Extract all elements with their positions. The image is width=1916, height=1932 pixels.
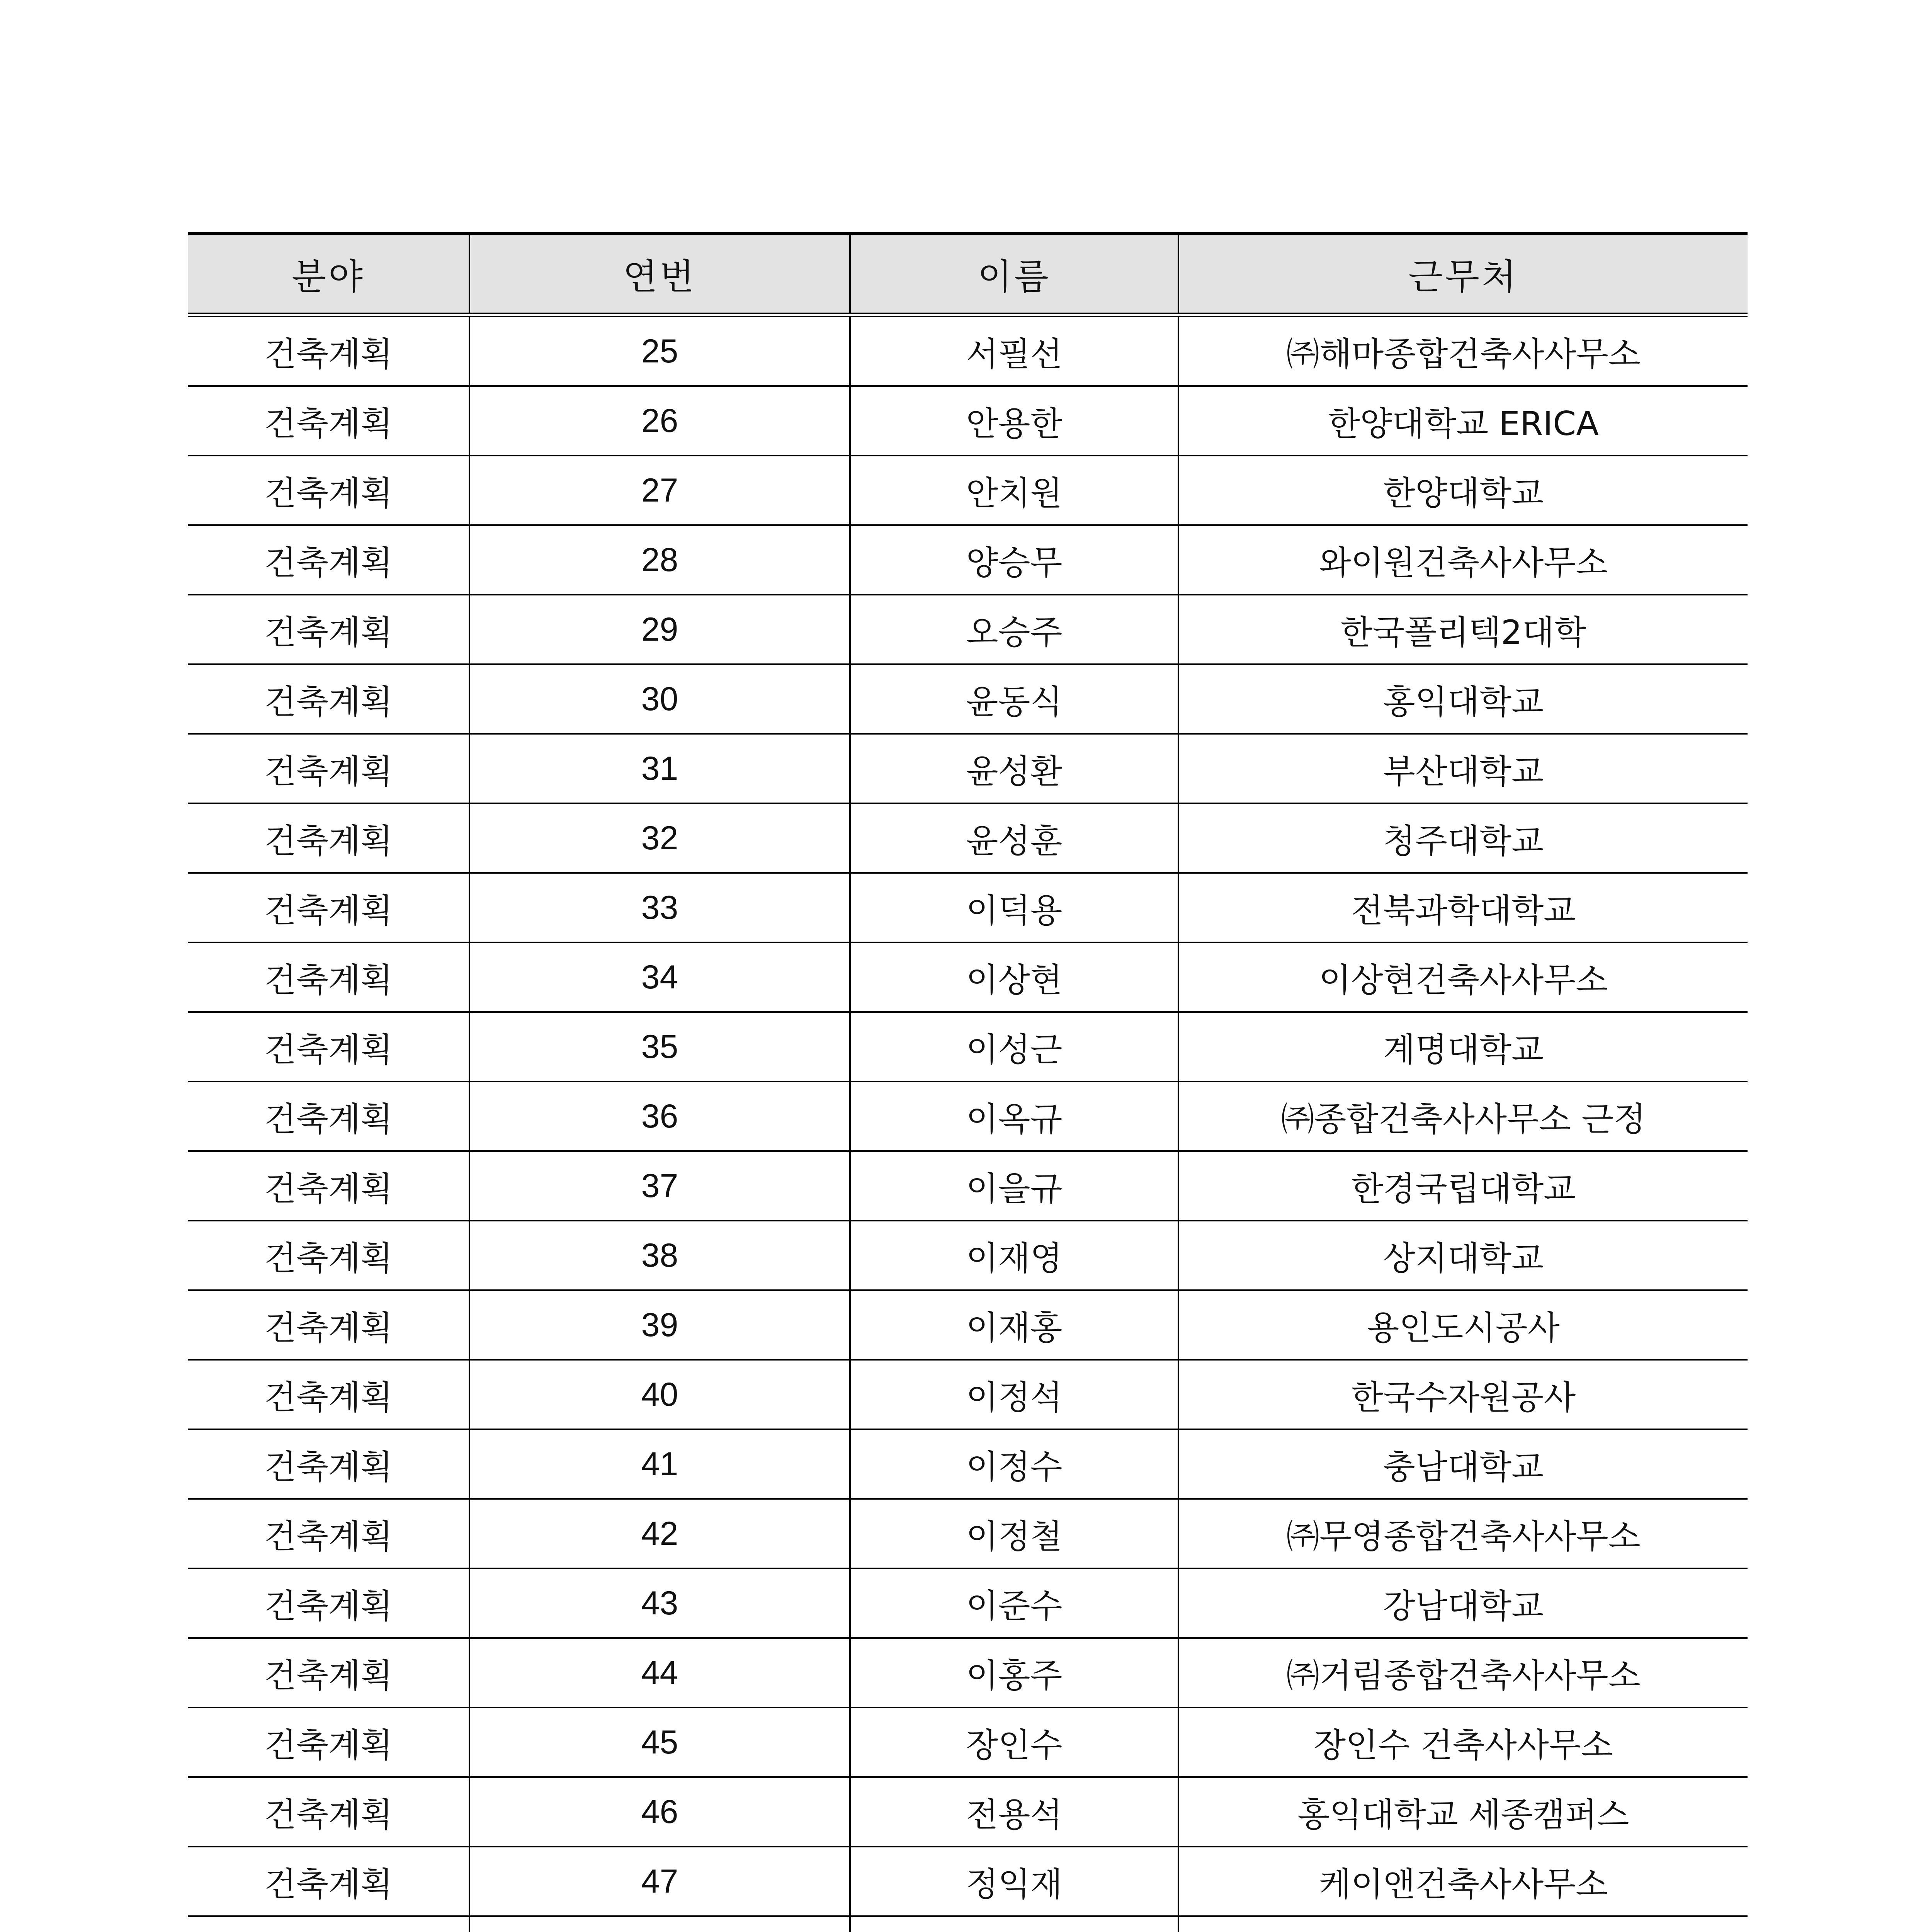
cell-workplace: 한양대학교 ERICA bbox=[1178, 386, 1748, 456]
cell-field: 건축계획 bbox=[188, 942, 469, 1012]
cell-number: 38 bbox=[469, 1221, 850, 1290]
table-row bbox=[188, 456, 1748, 525]
cell-field: 건축계획 bbox=[188, 1499, 469, 1568]
cell-number: 30 bbox=[469, 664, 850, 734]
cell-number: 27 bbox=[469, 456, 850, 525]
cell-workplace: 홍익대학교 세종캠퍼스 bbox=[1178, 1777, 1748, 1847]
table-row bbox=[188, 664, 1748, 734]
cell-name: 윤성훈 bbox=[850, 803, 1178, 873]
header-field: 분야 bbox=[188, 234, 469, 315]
table-row bbox=[188, 1082, 1748, 1151]
cell-field: 건축계획 bbox=[188, 1360, 469, 1429]
cell-field: 건축계획 bbox=[188, 1429, 469, 1499]
table-header bbox=[188, 234, 1748, 315]
table-row bbox=[188, 1151, 1748, 1221]
cell-workplace: ㈜해마종합건축사사무소 bbox=[1178, 315, 1748, 386]
cell-number: 42 bbox=[469, 1499, 850, 1568]
cell-field: 건축계획 bbox=[188, 734, 469, 803]
cell-number: 26 bbox=[469, 386, 850, 456]
table-row bbox=[188, 595, 1748, 664]
table-row bbox=[188, 1290, 1748, 1360]
table-row bbox=[188, 1777, 1748, 1847]
table-row bbox=[188, 1221, 1748, 1290]
cell-field: 건축계획 bbox=[188, 873, 469, 942]
cell-workplace bbox=[1178, 1916, 1748, 1932]
cell-field: 건축계획 bbox=[188, 315, 469, 386]
cell-name: 오승주 bbox=[850, 595, 1178, 664]
cell-number: 35 bbox=[469, 1012, 850, 1082]
table-row bbox=[188, 734, 1748, 803]
cell-workplace: 청주대학교 bbox=[1178, 803, 1748, 873]
cell-name: 이정수 bbox=[850, 1429, 1178, 1499]
table-row bbox=[188, 942, 1748, 1012]
cell-name: 정익재 bbox=[850, 1847, 1178, 1916]
table-row bbox=[188, 803, 1748, 873]
cell-field: 건축계획 bbox=[188, 1777, 469, 1847]
cell-number: 32 bbox=[469, 803, 850, 873]
cell-workplace: ㈜거림종합건축사사무소 bbox=[1178, 1638, 1748, 1708]
table-row bbox=[188, 1708, 1748, 1777]
cell-name: 이정철 bbox=[850, 1499, 1178, 1568]
cell-workplace: 계명대학교 bbox=[1178, 1012, 1748, 1082]
cell-name: 전용석 bbox=[850, 1777, 1178, 1847]
cell-number bbox=[469, 1916, 850, 1932]
table-row bbox=[188, 1012, 1748, 1082]
cell-field: 건축계획 bbox=[188, 1151, 469, 1221]
cell-name: 장인수 bbox=[850, 1708, 1178, 1777]
cell-name: 안용한 bbox=[850, 386, 1178, 456]
header-name: 이름 bbox=[850, 234, 1178, 315]
table-row bbox=[188, 386, 1748, 456]
cell-field: 건축계획 bbox=[188, 1221, 469, 1290]
cell-field: 건축계획 bbox=[188, 456, 469, 525]
cell-number: 29 bbox=[469, 595, 850, 664]
cell-field: 건축계획 bbox=[188, 1012, 469, 1082]
cell-number: 46 bbox=[469, 1777, 850, 1847]
cell-field bbox=[188, 1916, 469, 1932]
member-roster-table bbox=[188, 232, 1748, 1932]
cell-name: 이옥규 bbox=[850, 1082, 1178, 1151]
cell-name: 이정석 bbox=[850, 1360, 1178, 1429]
cell-workplace: ㈜무영종합건축사사무소 bbox=[1178, 1499, 1748, 1568]
cell-number: 28 bbox=[469, 525, 850, 595]
cell-field: 건축계획 bbox=[188, 1568, 469, 1638]
cell-workplace: 장인수 건축사사무소 bbox=[1178, 1708, 1748, 1777]
cell-number: 41 bbox=[469, 1429, 850, 1499]
cell-workplace: 상지대학교 bbox=[1178, 1221, 1748, 1290]
table-row bbox=[188, 1429, 1748, 1499]
table-row bbox=[188, 1916, 1748, 1932]
cell-name: 이홍주 bbox=[850, 1638, 1178, 1708]
cell-workplace: 한국수자원공사 bbox=[1178, 1360, 1748, 1429]
cell-workplace: 부산대학교 bbox=[1178, 734, 1748, 803]
cell-workplace: 한양대학교 bbox=[1178, 456, 1748, 525]
table-body bbox=[188, 315, 1748, 1932]
cell-number: 39 bbox=[469, 1290, 850, 1360]
cell-name: 이을규 bbox=[850, 1151, 1178, 1221]
cell-name: 이재영 bbox=[850, 1221, 1178, 1290]
cell-field: 건축계획 bbox=[188, 1708, 469, 1777]
cell-name: 이상현 bbox=[850, 942, 1178, 1012]
cell-name: 윤동식 bbox=[850, 664, 1178, 734]
cell-workplace: 충남대학교 bbox=[1178, 1429, 1748, 1499]
cell-field: 건축계획 bbox=[188, 1847, 469, 1916]
cell-number: 34 bbox=[469, 942, 850, 1012]
cell-field: 건축계획 bbox=[188, 595, 469, 664]
cell-number: 33 bbox=[469, 873, 850, 942]
cell-field: 건축계획 bbox=[188, 1638, 469, 1708]
cell-workplace: 홍익대학교 bbox=[1178, 664, 1748, 734]
table-row bbox=[188, 1638, 1748, 1708]
cell-number: 45 bbox=[469, 1708, 850, 1777]
cell-number: 25 bbox=[469, 315, 850, 386]
cell-name: 양승무 bbox=[850, 525, 1178, 595]
table-row bbox=[188, 315, 1748, 386]
cell-number: 47 bbox=[469, 1847, 850, 1916]
cell-name: 안치원 bbox=[850, 456, 1178, 525]
header-row bbox=[188, 234, 1748, 315]
cell-name: 이성근 bbox=[850, 1012, 1178, 1082]
table-row bbox=[188, 1568, 1748, 1638]
cell-number: 37 bbox=[469, 1151, 850, 1221]
cell-number: 44 bbox=[469, 1638, 850, 1708]
cell-workplace: 와이원건축사사무소 bbox=[1178, 525, 1748, 595]
cell-field: 건축계획 bbox=[188, 803, 469, 873]
cell-number: 40 bbox=[469, 1360, 850, 1429]
cell-workplace: 이상현건축사사무소 bbox=[1178, 942, 1748, 1012]
cell-field: 건축계획 bbox=[188, 664, 469, 734]
cell-workplace: 한경국립대학교 bbox=[1178, 1151, 1748, 1221]
cell-workplace: 강남대학교 bbox=[1178, 1568, 1748, 1638]
header-workplace: 근무처 bbox=[1178, 234, 1748, 315]
cell-field: 건축계획 bbox=[188, 1082, 469, 1151]
cell-field: 건축계획 bbox=[188, 386, 469, 456]
cell-name: 윤성환 bbox=[850, 734, 1178, 803]
cell-workplace: ㈜종합건축사사무소 근정 bbox=[1178, 1082, 1748, 1151]
cell-name: 이덕용 bbox=[850, 873, 1178, 942]
cell-field: 건축계획 bbox=[188, 525, 469, 595]
cell-workplace: 케이앤건축사사무소 bbox=[1178, 1847, 1748, 1916]
cell-name bbox=[850, 1916, 1178, 1932]
cell-name: 서필선 bbox=[850, 315, 1178, 386]
table-row bbox=[188, 873, 1748, 942]
cell-number: 36 bbox=[469, 1082, 850, 1151]
header-number: 연번 bbox=[469, 234, 850, 315]
table-row bbox=[188, 1499, 1748, 1568]
table-row bbox=[188, 525, 1748, 595]
cell-workplace: 한국폴리텍2대학 bbox=[1178, 595, 1748, 664]
cell-name: 이재홍 bbox=[850, 1290, 1178, 1360]
table-row bbox=[188, 1360, 1748, 1429]
table-row bbox=[188, 1847, 1748, 1916]
cell-number: 43 bbox=[469, 1568, 850, 1638]
cell-workplace: 전북과학대학교 bbox=[1178, 873, 1748, 942]
cell-field: 건축계획 bbox=[188, 1290, 469, 1360]
cell-workplace: 용인도시공사 bbox=[1178, 1290, 1748, 1360]
cell-number: 31 bbox=[469, 734, 850, 803]
cell-name: 이준수 bbox=[850, 1568, 1178, 1638]
